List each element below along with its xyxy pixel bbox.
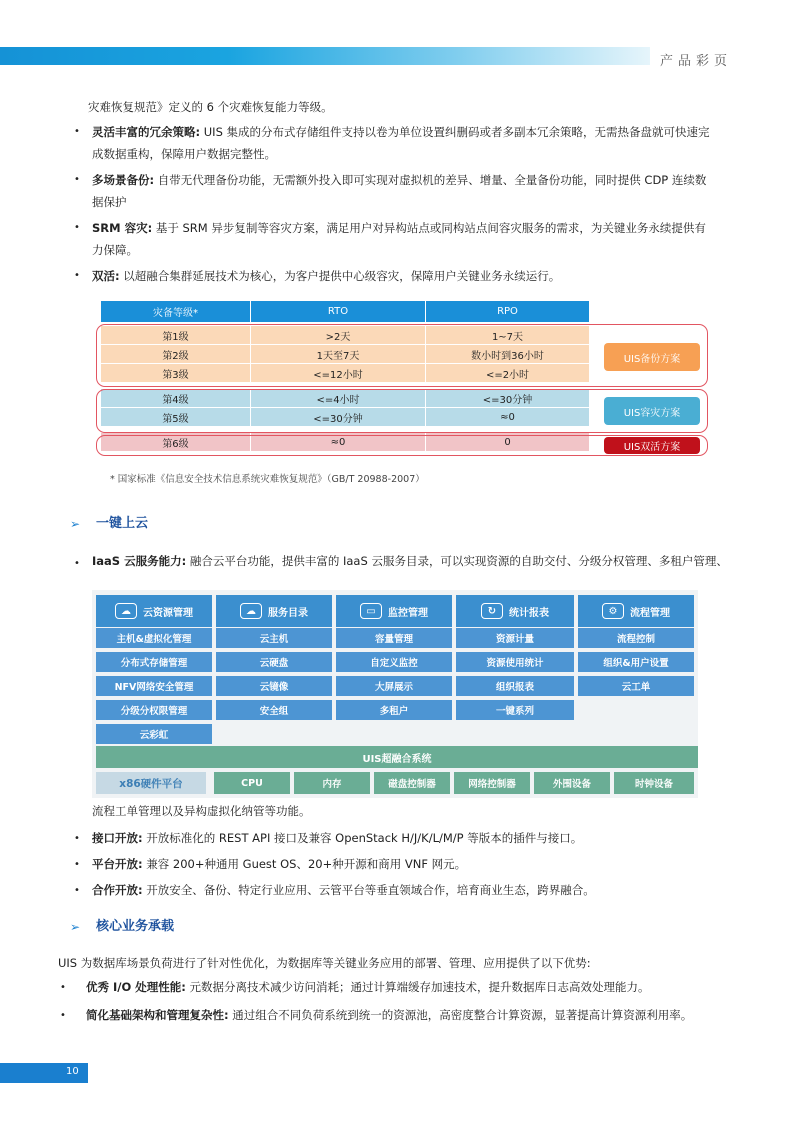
bullet-redundancy <box>92 121 752 165</box>
section-arrow-icon: ➢ <box>70 517 81 531</box>
header-label: 统计报表 <box>509 607 549 619</box>
header-title: 产品彩页 <box>660 54 733 69</box>
refresh-cloud-icon: ↻ <box>481 603 503 619</box>
bullet-title: 优秀 I/O 处理性能: <box>86 980 186 994</box>
cell-multi-tenant: 多租户 <box>336 700 452 720</box>
bullet-dot: • <box>74 270 80 281</box>
bullet-dot: • <box>74 558 80 569</box>
core-intro: UIS 为数据库场景负荷进行了针对性优化，为数据库等关键业务应用的部署、管理、应用提供了以下优势: <box>58 956 591 970</box>
cell-metering: 资源计量 <box>456 628 574 648</box>
intro-line: 灾难恢复规范》定义的 6 个灾难恢复能力等级。 <box>88 100 333 114</box>
bullet-text-cont: 力保障。 <box>92 243 138 257</box>
bullet-dot: • <box>74 222 80 233</box>
bullet-title: SRM 容灾: <box>92 221 153 235</box>
bullet-text: 元数据分离技术减少访问消耗；通过计算端缓存加速技术，提升数据库日志高效处理能力。 <box>185 980 650 994</box>
hw-disk-controller: 磁盘控制器 <box>374 772 450 794</box>
rpo-cell: <=30分钟 <box>426 389 590 408</box>
bullet-title: 双活: <box>92 269 120 283</box>
rto-cell: >2天 <box>251 326 426 345</box>
bullet-text: 开放安全、备份、特定行业应用、云管平台等垂直领域合作，培育商业生态，跨界融合。 <box>142 883 595 897</box>
rpo-cell: ≈0 <box>426 408 590 427</box>
bullet-text: 以超融合集群延展技术为核心，为客户提供中心级容灾，保障用户关键业务永续运行。 <box>119 269 561 283</box>
cell-org-user: 组织&用户设置 <box>578 652 694 672</box>
iaas-continuation: 流程工单管理以及异构虚拟化纳管等功能。 <box>92 804 311 818</box>
bullet-dot: • <box>74 174 80 185</box>
cell-distributed-storage: 分布式存储管理 <box>96 652 212 672</box>
bullet-text: 通过组合不同负荷系统到统一的资源池，高密度整合计算资源，显著提高计算资源利用率。 <box>228 1008 693 1022</box>
cell-cloud-host: 云主机 <box>216 628 332 648</box>
cell-org-report: 组织报表 <box>456 676 574 696</box>
level-cell: 第6级 <box>101 433 251 452</box>
hw-memory: 内存 <box>294 772 370 794</box>
cell-work-order: 云工单 <box>578 676 694 696</box>
tag-active-active-solution: UIS双活方案 <box>604 437 700 454</box>
cloud-chart-icon: ☁ <box>115 603 137 619</box>
section-title-core: 核心业务承载 <box>96 919 175 934</box>
level-cell: 第2级 <box>101 345 251 364</box>
bullet-active-active <box>92 265 752 287</box>
bullet-text: UIS 集成的分布式存储组件支持以卷为单位设置纠删码或者多副本冗余策略，无需热备盘就可快速完 <box>200 125 710 139</box>
section-title-cloud: 一键上云 <box>96 516 149 531</box>
bullet-text-cont: 据保护 <box>92 195 127 209</box>
cell-cloud-disk: 云硬盘 <box>216 652 332 672</box>
monitor-icon: ▭ <box>360 603 382 619</box>
level-cell: 第5级 <box>101 408 251 427</box>
rpo-cell: 1~7天 <box>426 326 590 345</box>
cell-flow-control: 流程控制 <box>578 628 694 648</box>
rto-cell: ≈0 <box>251 433 426 452</box>
bullet-iaas <box>92 550 772 572</box>
header-workflow <box>578 595 694 627</box>
bullet-text: 开放标准化的 REST API 接口及兼容 OpenStack H/J/K/L/M/P 等版本的插件与接口。 <box>142 831 583 845</box>
bullet-backup <box>92 169 752 213</box>
cell-cloud-image: 云镜像 <box>216 676 332 696</box>
header-monitoring <box>336 595 452 627</box>
bullet-title: 接口开放: <box>92 831 143 845</box>
rpo-cell: 数小时到36小时 <box>426 345 590 364</box>
bullet-text: 融合云平台功能，提供丰富的 IaaS 云服务目录，可以实现资源的自助交付、分级分权管理、多租户管理、 <box>186 554 728 568</box>
bullet-cooperation <box>92 879 772 901</box>
bullet-dot: • <box>60 982 66 993</box>
rto-cell: <=4小时 <box>251 389 426 408</box>
bullet-title: 合作开放: <box>92 883 143 897</box>
bullet-interface <box>92 827 772 849</box>
header-label: 流程管理 <box>630 607 670 619</box>
hw-clock: 时钟设备 <box>614 772 694 794</box>
rto-cell: <=30分钟 <box>251 408 426 427</box>
header-cloud-resource <box>96 595 212 627</box>
bullet-text-cont: 成数据重构，保障用户数据完整性。 <box>92 147 276 161</box>
cell-nfv-security: NFV网络安全管理 <box>96 676 212 696</box>
cell-custom-monitor: 自定义监控 <box>336 652 452 672</box>
rto-cell: <=12小时 <box>251 364 426 383</box>
cell-usage-stats: 资源使用统计 <box>456 652 574 672</box>
section-arrow-icon: ➢ <box>70 920 81 934</box>
bullet-title: IaaS 云服务能力: <box>92 554 187 568</box>
hw-peripheral: 外围设备 <box>534 772 610 794</box>
tag-dr-solution: UIS容灾方案 <box>604 397 700 425</box>
header-label: 监控管理 <box>388 607 428 619</box>
level-cell: 第3级 <box>101 364 251 383</box>
cell-security-group: 安全组 <box>216 700 332 720</box>
cloud-architecture-diagram <box>92 590 698 798</box>
bullet-dot: • <box>74 885 80 896</box>
cell-big-screen: 大屏展示 <box>336 676 452 696</box>
header-label: 云资源管理 <box>143 607 193 619</box>
x86-platform-label: x86硬件平台 <box>96 772 206 794</box>
cell-cloud-rainbow: 云彩虹 <box>96 724 212 744</box>
header-label: 服务目录 <box>268 607 308 619</box>
bullet-platform <box>92 853 772 875</box>
bullet-text: 自带无代理备份功能，无需额外投入即可实现对虚拟机的差异、增量、全量备份功能，同时提供 CDP 连续数 <box>154 173 707 187</box>
cell-capacity: 容量管理 <box>336 628 452 648</box>
uis-hci-bar: UIS超融合系统 <box>96 746 698 768</box>
table-footnote: * 国家标准《信息安全技术信息系统灾难恢复规范》（GB/T 20988-2007） <box>110 474 425 485</box>
header-gradient-bar <box>0 47 650 65</box>
bullet-dot: • <box>60 1010 66 1021</box>
bullet-title: 多场景备份: <box>92 173 155 187</box>
bullet-title: 简化基础架构和管理复杂性: <box>86 1008 229 1022</box>
page-number: 10 <box>66 1066 79 1077</box>
level-cell: 第1级 <box>101 326 251 345</box>
bullet-text: 基于 SRM 异步复制等容灾方案，满足用户对异构站点或同构站点间容灾服务的需求，为关键业务永续提供有 <box>152 221 706 235</box>
gears-icon: ⚙ <box>602 603 624 619</box>
bullet-dot: • <box>74 833 80 844</box>
cell-host-virtualization: 主机&虚拟化管理 <box>96 628 212 648</box>
header-reports <box>456 595 574 627</box>
rpo-cell: <=2小时 <box>426 364 590 383</box>
cloud-icon: ☁ <box>240 603 262 619</box>
rto-cell: 1天至7天 <box>251 345 426 364</box>
header-service-catalog <box>216 595 332 627</box>
disaster-recovery-table <box>96 300 708 460</box>
hw-cpu: CPU <box>214 772 290 794</box>
rpo-cell: 0 <box>426 433 590 452</box>
bullet-title: 平台开放: <box>92 857 143 871</box>
col-header-rpo: RPO <box>426 301 590 323</box>
col-header-level: 灾备等级* <box>101 301 251 323</box>
cell-permission-mgmt: 分级分权限管理 <box>96 700 212 720</box>
bullet-srm <box>92 217 752 261</box>
bullet-simplify <box>86 1004 786 1026</box>
bullet-io-performance <box>86 976 786 998</box>
tag-backup-solution: UIS备份方案 <box>604 343 700 371</box>
level-cell: 第4级 <box>101 389 251 408</box>
bullet-title: 灵活丰富的冗余策略: <box>92 125 201 139</box>
col-header-rto: RTO <box>251 301 426 323</box>
bullet-text: 兼容 200+种通用 Guest OS、20+种开源和商用 VNF 网元。 <box>142 857 467 871</box>
bullet-dot: • <box>74 859 80 870</box>
cell-one-click: 一键系列 <box>456 700 574 720</box>
bullet-dot: • <box>74 126 80 137</box>
hw-network-controller: 网络控制器 <box>454 772 530 794</box>
